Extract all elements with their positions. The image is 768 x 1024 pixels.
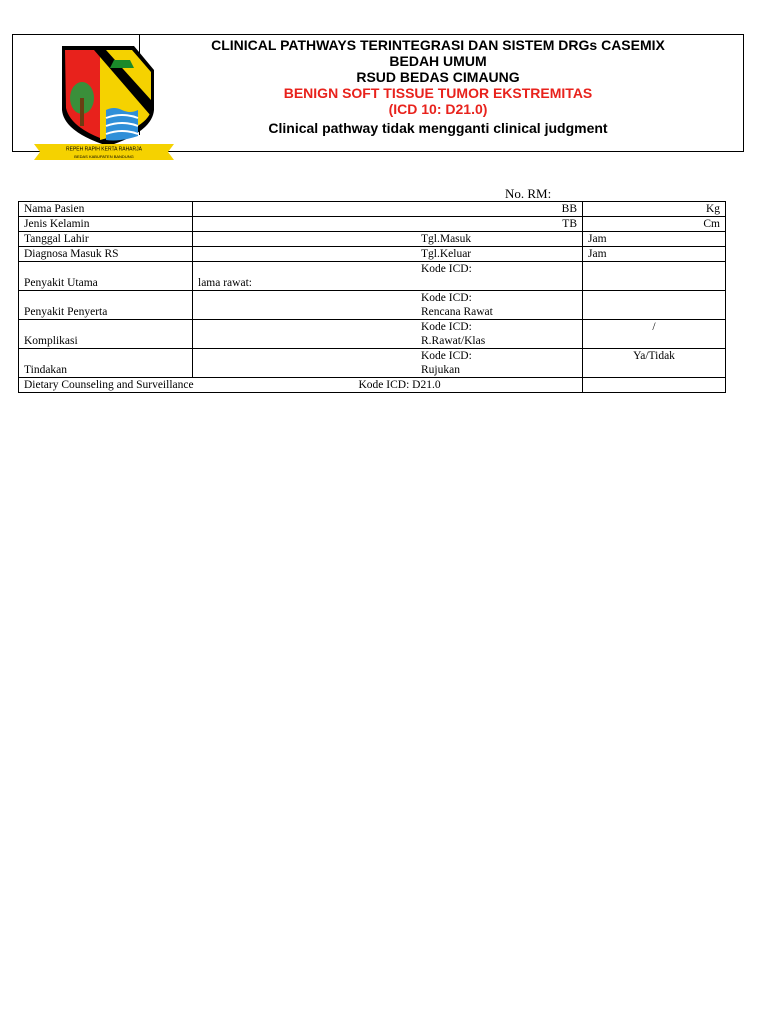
hospital-logo (34, 40, 174, 170)
field-cm[interactable] (583, 217, 726, 232)
row-nama-pasien (19, 202, 726, 217)
field-tgl-masuk[interactable] (193, 232, 583, 247)
label-ya-tidak: Ya/Tidak (633, 350, 675, 362)
header-hospital: RSUD BEDAS CIMAUNG (356, 69, 520, 85)
row-tanggal-lahir (19, 232, 726, 247)
label-tanggal-lahir: Tanggal Lahir (19, 232, 193, 247)
label-penyakit-penyerta: Penyakit Penyerta (19, 291, 193, 320)
label-rencana-rawat: Rencana Rawat (421, 306, 493, 318)
patient-form-table (18, 201, 726, 393)
row-dietary (19, 378, 726, 393)
field-jam-keluar[interactable] (583, 247, 726, 262)
header-icd: (ICD 10: D21.0) (388, 101, 488, 117)
field-tindakan[interactable] (193, 349, 583, 378)
label-penyakit-utama: Penyakit Utama (19, 262, 193, 291)
label-kode-icd-4: Kode ICD: (421, 350, 472, 362)
label-tgl-masuk: Tgl.Masuk (421, 233, 472, 245)
field-rencana-rawat[interactable] (583, 291, 726, 320)
row-penyakit-penyerta (19, 291, 726, 320)
label-dietary-text: Dietary Counseling and Surveillance (24, 379, 194, 391)
field-rujukan[interactable] (583, 349, 726, 378)
row-jenis-kelamin (19, 217, 726, 232)
svg-text:BEDAS KABUPATEN BANDUNG: BEDAS KABUPATEN BANDUNG (74, 154, 134, 159)
label-jenis-kelamin: Jenis Kelamin (19, 217, 193, 232)
label-rujukan: Rujukan (421, 364, 460, 376)
label-bb: BB (561, 203, 577, 215)
field-penyakit-utama-extra[interactable] (583, 262, 726, 291)
no-rm-label: No. RM: (505, 186, 552, 201)
label-cm: Cm (703, 218, 720, 230)
label-tindakan: Tindakan (19, 349, 193, 378)
field-penyakit-penyerta[interactable] (193, 291, 583, 320)
field-jam-masuk[interactable] (583, 232, 726, 247)
header-department: BEDAH UMUM (389, 53, 487, 69)
header-diagnosis: BENIGN SOFT TISSUE TUMOR EKSTREMITAS (283, 85, 593, 101)
field-kg[interactable] (583, 202, 726, 217)
label-kode-icd-2: Kode ICD: (421, 292, 472, 304)
header-text (143, 37, 733, 137)
field-tb[interactable] (193, 217, 583, 232)
row-penyakit-utama (19, 262, 726, 291)
label-tgl-keluar: Tgl.Keluar (421, 248, 472, 260)
row-komplikasi (19, 320, 726, 349)
label-slash: / (652, 321, 656, 333)
label-diagnosa: Diagnosa Masuk RS (19, 247, 193, 262)
label-dietary (19, 378, 583, 393)
label-lama-rawat: lama rawat: (198, 277, 252, 289)
field-komplikasi[interactable] (193, 320, 583, 349)
field-penyakit-utama[interactable] (193, 262, 583, 291)
label-kg: Kg (705, 203, 720, 215)
field-bb[interactable] (193, 202, 583, 217)
label-kode-icd-d21: Kode ICD: D21.0 (358, 379, 441, 391)
row-diagnosa (19, 247, 726, 262)
svg-text:REPEH RAPIH KERTA RAHARJA: REPEH RAPIH KERTA RAHARJA (66, 146, 142, 153)
field-tgl-keluar[interactable] (193, 247, 583, 262)
field-rawat-klas[interactable] (583, 320, 726, 349)
field-dietary[interactable] (583, 378, 726, 393)
label-jam-masuk: Jam (588, 233, 607, 245)
label-komplikasi: Komplikasi (19, 320, 193, 349)
label-rawat-klas: R.Rawat/Klas (421, 335, 486, 347)
header-title: CLINICAL PATHWAYS TERINTEGRASI DAN SISTEM DRGs CASEMIX (211, 37, 665, 53)
header-note: Clinical pathway tidak mengganti clinical judgment (268, 120, 608, 136)
label-kode-icd-1: Kode ICD: (421, 263, 472, 275)
label-kode-icd-3: Kode ICD: (421, 321, 472, 333)
label-jam-keluar: Jam (588, 248, 607, 260)
label-nama-pasien: Nama Pasien (19, 202, 193, 217)
label-tb: TB (562, 218, 577, 230)
row-tindakan (19, 349, 726, 378)
